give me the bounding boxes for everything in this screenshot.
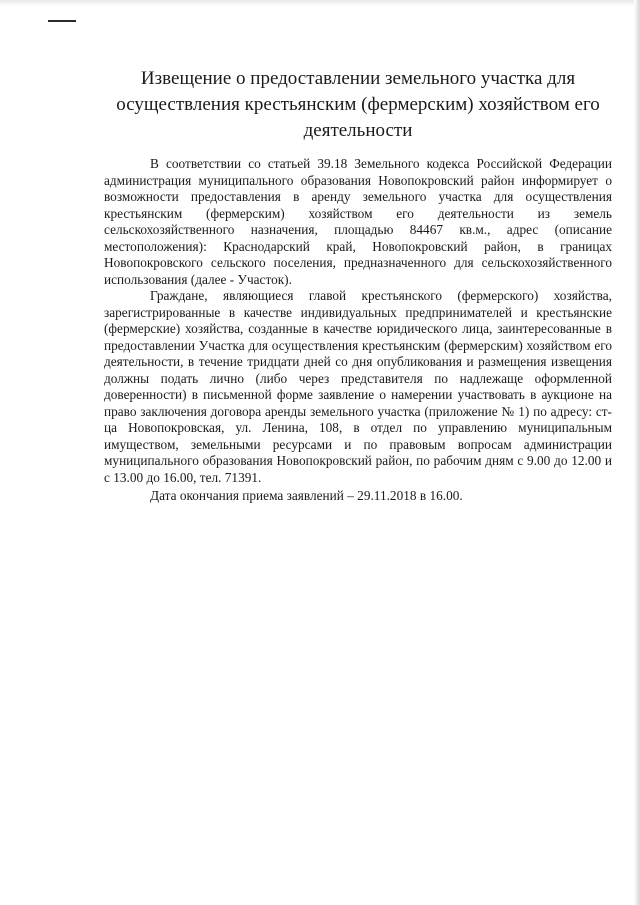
deadline-line: Дата окончания приема заявлений – 29.11.2018 в 16.00. [150,488,463,503]
document-page [104,66,612,505]
scan-edge-right [634,0,640,905]
staple-mark [48,20,76,22]
paragraph-2: Граждане, являющиеся главой крестьянского (фермерского) хозяйства, зарегистрированные в качестве индивидуальных предпринимателей и крестьянские (фермерские) хозяйства, созданные в качестве юридического лица, заинтересованные в предоставлении Участка для осуществления крестьянским (фермерским) хозяйством его деятельности, в течение тридцати дней со дня опубликования и размещения извещения должны подать лично (либо через представителя по надлежаще оформленной доверенности) в письменной форме заявление о намерении участвовать в аукционе на право заключения договора аренды земельного участка (приложение № 1) по адресу: ст-ца Новопокровская, ул. Ленина, 108, в отдел по управлению муниципальным имуществом, земельными ресурсами и по правовым вопросам администрации муниципального образования Новопокровский район, по рабочим дням с 9.00 до 12.00 и с 13.00 до 16.00, тел. 71391. [104,288,612,485]
document-title: Извещение о предоставлении земельного участка для осуществления крестьянским (фермерским) хозяйством его деятельности [116,68,600,141]
scan-edge-top [0,0,640,6]
paragraph-1: В соответствии со статьей 39.18 Земельного кодекса Российской Федерации администрация муниципального образования Новопокровский район информирует о возможности предоставления в аренду земельного участка для осуществления крестьянским (фермерским) хозяйством его деятельности из земель сельскохозяйственного назначения, площадью 84467 кв.м., адрес (описание местоположения): Краснодарский край, Новопокровский район, в границах Новопокровского сельского поселения, предназначенного для сельскохозяйственного использования (далее - Участок). [104,156,612,287]
